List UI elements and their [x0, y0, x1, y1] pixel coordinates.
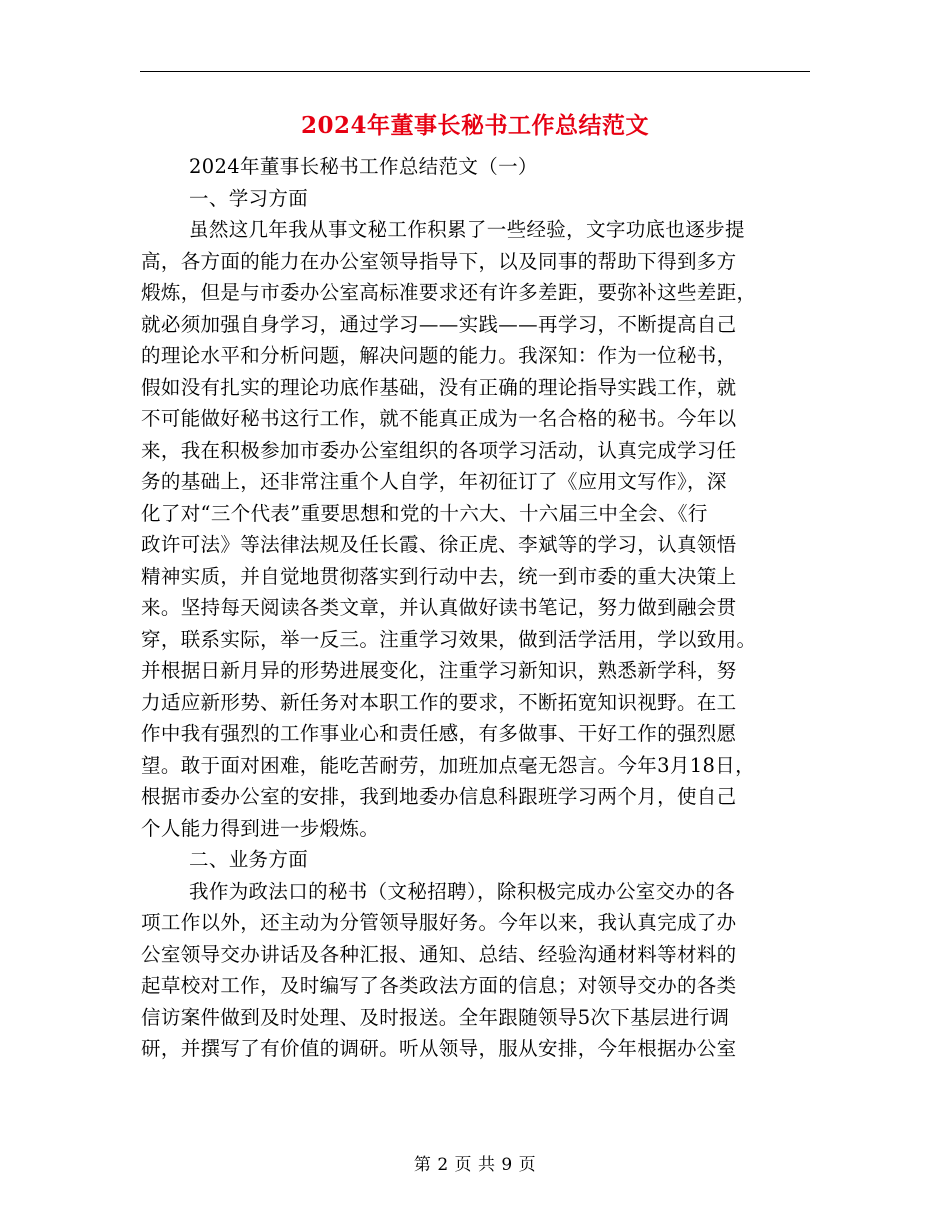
- body-line: 2024年董事长秘书工作总结范文（一）: [189, 155, 538, 178]
- body-line: 我作为政法口的秘书（文秘招聘），除积极完成办公室交办的各: [189, 879, 736, 903]
- body-line: 精神实质，并自觉地贯彻落实到行动中去，统一到市委的重大决策上: [141, 564, 737, 588]
- body-line: 起草校对工作，及时编写了各类政法方面的信息；对领导交办的各类: [141, 974, 737, 997]
- body-line: 就必须加强自身学习，通过学习——实践——再学习，不断提高自己: [141, 312, 737, 336]
- body-line: 一、学习方面: [189, 186, 309, 210]
- body-line: 虽然这几年我从事文秘工作积累了一些经验，文字功底也逐步提: [189, 218, 745, 241]
- body-line: 务的基础上，还非常注重个人自学，年初征订了《应用文写作》，深: [141, 470, 727, 493]
- page-footer: 第 2 页 共 9 页: [413, 1155, 537, 1175]
- body-line: 个人能力得到进一步煅炼。: [141, 816, 380, 840]
- body-line: 二、业务方面: [189, 848, 309, 871]
- body-line: 根据市委办公室的安排，我到地委办信息科跟班学习两个月，使自己: [141, 785, 737, 808]
- body-line: 的理论水平和分析问题，解决问题的能力。我深知：作为一位秘书，: [141, 344, 737, 367]
- document-body: [141, 151, 806, 1065]
- body-line: 研，并撰写了有价值的调研。听从领导，服从安排，今年根据办公室: [141, 1037, 737, 1060]
- body-line: 政许可法》等法律法规及任长霞、徐正虎、李斌等的学习，认真领悟: [141, 533, 737, 556]
- body-line: 来，我在积极参加市委办公室组织的各项学习活动，认真完成学习任: [141, 438, 737, 462]
- body-line: 并根据日新月异的形势进展变化，注重学习新知识，熟悉新学科，努: [141, 659, 737, 682]
- body-line: 公室领导交办讲话及各种汇报、通知、总结、经验沟通材料等材料的: [141, 942, 737, 966]
- body-line: 煅炼，但是与市委办公室高标准要求还有许多差距，要弥补这些差距，: [141, 281, 757, 304]
- header-rule: [140, 71, 810, 72]
- body-line: 力适应新形势、新任务对本职工作的要求，不断拓宽知识视野。在工: [141, 690, 737, 714]
- body-line: 化了对“三个代表”重要思想和党的十六大、十六届三中全会、《行: [141, 501, 708, 525]
- body-line: 望。敢于面对困难，能吃苦耐劳，加班加点毫无怨言。今年3月18日，: [141, 753, 755, 777]
- body-line: 信访案件做到及时处理、及时报送。全年跟随领导5次下基层进行调: [141, 1005, 730, 1029]
- body-line: 作中我有强烈的工作事业心和责任感，有多做事、干好工作的强烈愿: [141, 722, 737, 745]
- body-line: 项工作以外，还主动为分管领导服好务。今年以来，我认真完成了办: [141, 911, 737, 934]
- body-line: 来。坚持每天阅读各类文章，并认真做好读书笔记，努力做到融会贯: [141, 596, 737, 619]
- body-line: 高，各方面的能力在办公室领导指导下，以及同事的帮助下得到多方: [141, 249, 737, 273]
- body-line: 假如没有扎实的理论功底作基础，没有正确的理论指导实践工作，就: [141, 375, 737, 399]
- body-line: 穿，联系实际，举一反三。注重学习效果，做到活学活用，学以致用。: [141, 627, 757, 651]
- body-line: 不可能做好秘书这行工作，就不能真正成为一名合格的秘书。今年以: [141, 407, 737, 430]
- document-title: 2024年董事长秘书工作总结范文: [300, 112, 649, 139]
